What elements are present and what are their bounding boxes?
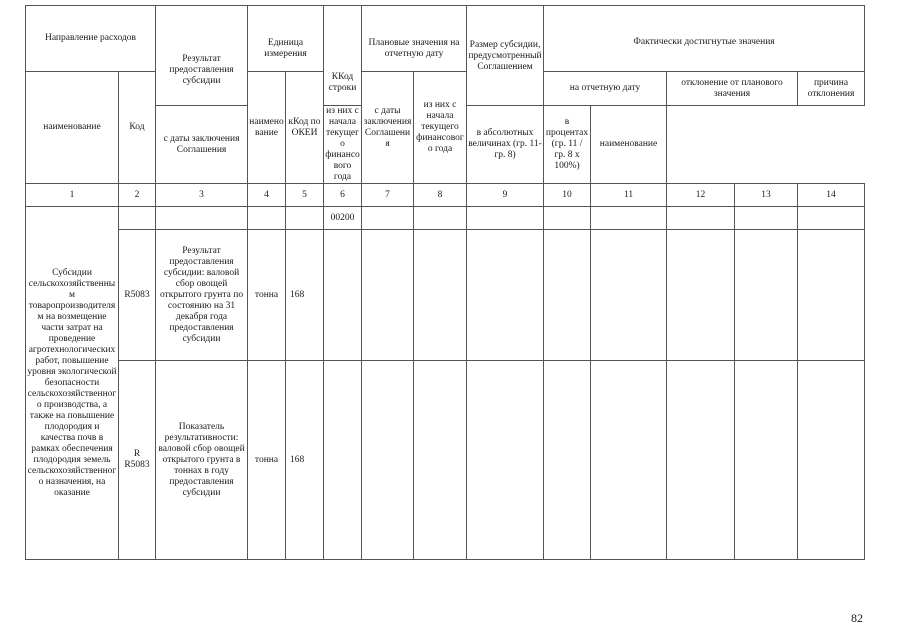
empty-cell (667, 207, 735, 230)
empty-cell (798, 207, 865, 230)
page-number: 82 (851, 611, 863, 625)
empty-cell (467, 207, 544, 230)
col-number: 5 (286, 184, 324, 207)
empty-cell (591, 361, 667, 560)
row1-code: R5083 (119, 230, 156, 361)
empty-cell (544, 230, 591, 361)
header-subsidy-size: Размер субсидии, предусмотренный Соглашением (467, 6, 544, 106)
col-number: 2 (119, 184, 156, 207)
empty-cell (667, 361, 735, 560)
empty-cell (324, 230, 362, 361)
empty-cell (591, 207, 667, 230)
col-number: 10 (544, 184, 591, 207)
empty-cell (798, 361, 865, 560)
row2-okei: 168 (286, 361, 324, 560)
header-result: Результат предоставления субсидии (156, 6, 248, 106)
row1-code-top (119, 207, 156, 230)
empty-cell (362, 230, 414, 361)
empty-cell (591, 230, 667, 361)
header-from-agreement-date: с даты заключения Соглашения (362, 72, 414, 184)
header-actual-from-fy-start: из них с начала текущего финансового года (325, 106, 360, 182)
col-number: 13 (735, 184, 798, 207)
row2-code: R R5083 (119, 361, 156, 560)
empty-cell (798, 230, 865, 361)
col-number: 7 (362, 184, 414, 207)
row1-okei-top (286, 207, 324, 230)
row1-result-top (156, 207, 248, 230)
header-planned: Плановые значения на отчетную дату (362, 6, 467, 72)
empty-cell (414, 230, 467, 361)
header-on-report-date: на отчетную дату (544, 72, 667, 106)
row1-unit-top (248, 207, 286, 230)
header-reason: причина отклонения (798, 72, 865, 106)
empty-cell (362, 207, 414, 230)
empty-cell (414, 207, 467, 230)
empty-cell (735, 230, 798, 361)
empty-cell (544, 361, 591, 560)
header-unit: Единица измерения (248, 6, 324, 72)
row1-result: Результат предоставления субсидии: валовой сбор овощей открытого грунта по состоянию на 31 декабря года предоставления субсидии (156, 230, 248, 361)
header-okei-code: кКод по ОКЕИ (286, 72, 324, 184)
col-number: 9 (467, 184, 544, 207)
header-percent: в процентах (гр. 11 / гр. 8 х 100%) (544, 106, 591, 184)
col-number: 1 (26, 184, 119, 207)
header-unit-name: наименование (248, 72, 286, 184)
empty-cell (544, 207, 591, 230)
empty-cell (735, 361, 798, 560)
header-actual: Фактически достигнутые значения (544, 6, 865, 72)
col-number: 12 (667, 184, 735, 207)
row2-result: Показатель результативности: валовой сбор овощей открытого грунта в тоннах в году предоставления субсидии (156, 361, 248, 560)
header-direction: Направление расходов (26, 6, 156, 72)
empty-cell (362, 361, 414, 560)
col-number: 6 (324, 184, 362, 207)
header-from-fy-start: из них с начала текущего финансового года (414, 72, 467, 184)
col-number: 4 (248, 184, 286, 207)
header-line-code: ККод строки (324, 6, 362, 106)
col-number: 14 (798, 184, 865, 207)
col-number: 3 (156, 184, 248, 207)
empty-cell (735, 207, 798, 230)
header-deviation: отклонение от планового значения (667, 72, 798, 106)
header-actual-from-agreement: с даты заключения Соглашения (156, 106, 248, 184)
row1-okei: 168 (286, 230, 324, 361)
col-number: 11 (591, 184, 667, 207)
empty-cell (467, 230, 544, 361)
direction-name: Субсидии сельскохозяйственным товаропроизводителям на возмещение части затрат на проведение агротехнологических работ, повышение уровня экологической безопасности сельскохозяйственного производства, а также на повышение плодородия и качества почв в рамках обеспечения плодородия земель сельскохозяйственного назначения, на оказание (26, 207, 119, 560)
col-number: 8 (414, 184, 467, 207)
header-abs-values: в абсолютных величинах (гр. 11- гр. 8) (467, 106, 544, 184)
empty-cell (414, 361, 467, 560)
header-name: наименование (26, 72, 119, 184)
empty-cell (324, 361, 362, 560)
row1-unit: тонна (248, 230, 286, 361)
empty-cell (667, 230, 735, 361)
header-code: Код (119, 72, 156, 184)
empty-cell (467, 361, 544, 560)
row2-unit: тонна (248, 361, 286, 560)
header-reason-name: наименование (591, 106, 667, 184)
subsidy-report-table (25, 5, 865, 560)
line-code: 00200 (324, 207, 362, 230)
